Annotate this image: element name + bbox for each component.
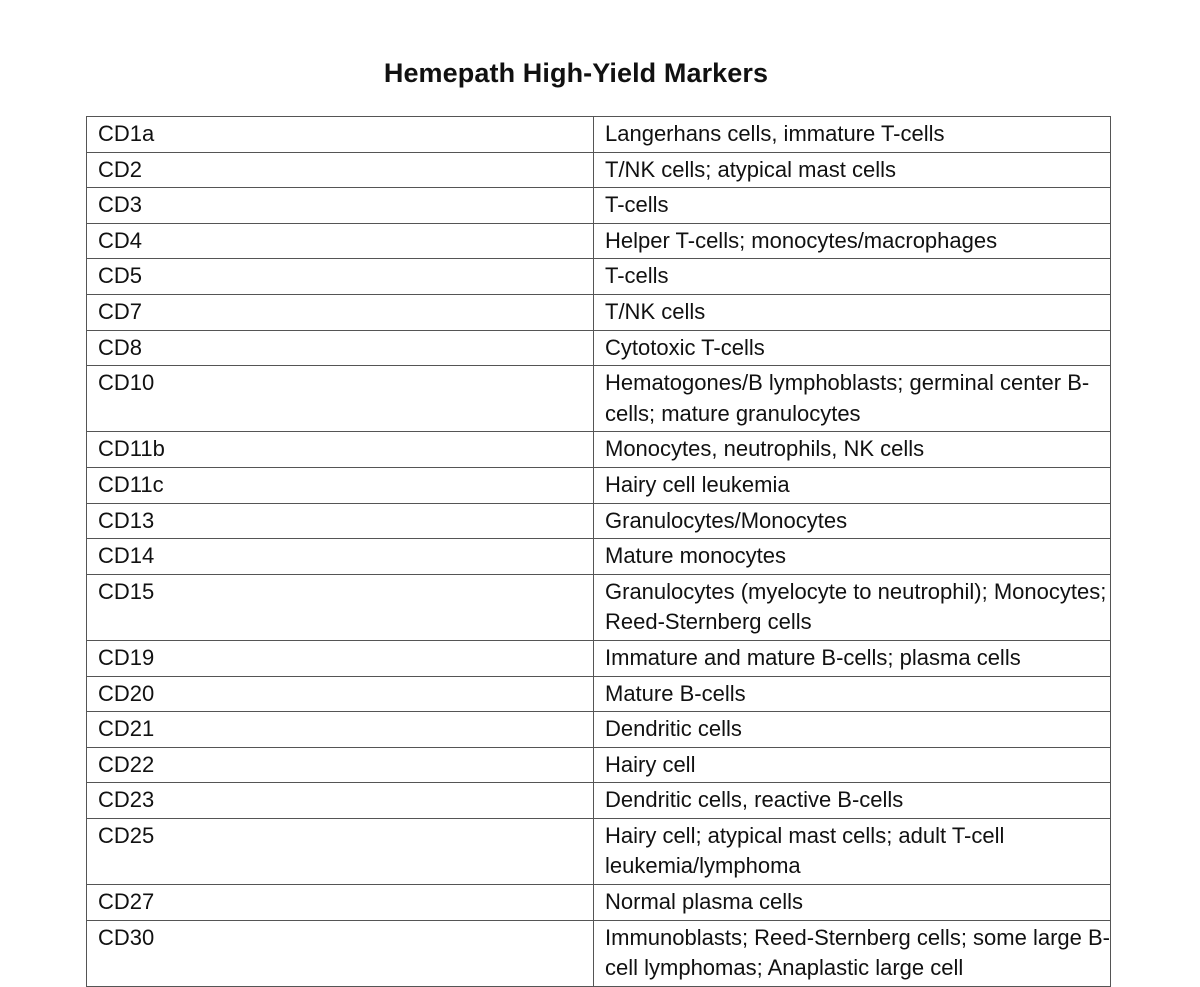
marker-cell: CD4: [87, 223, 594, 259]
table-row: [87, 574, 1111, 640]
description-cell: Hairy cell: [594, 747, 1111, 783]
marker-cell: CD20: [87, 676, 594, 712]
description-cell: Monocytes, neutrophils, NK cells: [594, 432, 1111, 468]
table-row: [87, 676, 1111, 712]
marker-cell: CD30: [87, 920, 594, 986]
table-row: [87, 294, 1111, 330]
table-row: [87, 920, 1111, 986]
document-title: Hemepath High-Yield Markers: [383, 58, 769, 88]
description-cell: Helper T-cells; monocytes/macrophages: [594, 223, 1111, 259]
marker-cell: CD3: [87, 188, 594, 224]
marker-cell: CD7: [87, 294, 594, 330]
table-row: [87, 117, 1111, 153]
description-cell: Immunoblasts; Reed-Sternberg cells; some large B-cell lymphomas; Anaplastic large cell: [594, 920, 1111, 986]
table-row: [87, 885, 1111, 921]
description-cell: Normal plasma cells: [594, 885, 1111, 921]
description-cell: T/NK cells; atypical mast cells: [594, 152, 1111, 188]
description-cell: Langerhans cells, immature T-cells: [594, 117, 1111, 153]
table-row: [87, 152, 1111, 188]
marker-cell: CD11b: [87, 432, 594, 468]
description-cell: Granulocytes/Monocytes: [594, 503, 1111, 539]
marker-cell: CD27: [87, 885, 594, 921]
marker-cell: CD14: [87, 539, 594, 575]
table-row: [87, 366, 1111, 432]
description-cell: Mature monocytes: [594, 539, 1111, 575]
description-cell: Immature and mature B-cells; plasma cells: [594, 640, 1111, 676]
marker-cell: CD19: [87, 640, 594, 676]
table-row: [87, 467, 1111, 503]
table-row: [87, 432, 1111, 468]
description-cell: Hairy cell; atypical mast cells; adult T-cell leukemia/lymphoma: [594, 818, 1111, 884]
marker-cell: CD1a: [87, 117, 594, 153]
marker-cell: CD2: [87, 152, 594, 188]
marker-table: [86, 116, 1111, 987]
description-cell: Hairy cell leukemia: [594, 467, 1111, 503]
table-row: [87, 503, 1111, 539]
marker-cell: CD13: [87, 503, 594, 539]
table-row: [87, 259, 1111, 295]
description-cell: Mature B-cells: [594, 676, 1111, 712]
marker-cell: CD15: [87, 574, 594, 640]
marker-cell: CD8: [87, 330, 594, 366]
marker-cell: CD10: [87, 366, 594, 432]
marker-cell: CD21: [87, 712, 594, 748]
description-cell: T-cells: [594, 259, 1111, 295]
table-row: [87, 640, 1111, 676]
table-row: [87, 330, 1111, 366]
marker-table-body: [87, 117, 1111, 987]
description-cell: T-cells: [594, 188, 1111, 224]
marker-cell: CD25: [87, 818, 594, 884]
marker-cell: CD11c: [87, 467, 594, 503]
table-row: [87, 747, 1111, 783]
table-row: [87, 188, 1111, 224]
marker-cell: CD23: [87, 783, 594, 819]
table-row: [87, 783, 1111, 819]
description-cell: Dendritic cells, reactive B-cells: [594, 783, 1111, 819]
description-cell: Cytotoxic T-cells: [594, 330, 1111, 366]
marker-cell: CD22: [87, 747, 594, 783]
description-cell: Dendritic cells: [594, 712, 1111, 748]
description-cell: T/NK cells: [594, 294, 1111, 330]
table-row: [87, 539, 1111, 575]
table-row: [87, 223, 1111, 259]
description-cell: Granulocytes (myelocyte to neutrophil); Monocytes; Reed-Sternberg cells: [594, 574, 1111, 640]
description-cell: Hematogones/B lymphoblasts; germinal center B-cells; mature granulocytes: [594, 366, 1111, 432]
table-row: [87, 818, 1111, 884]
marker-cell: CD5: [87, 259, 594, 295]
table-row: [87, 712, 1111, 748]
